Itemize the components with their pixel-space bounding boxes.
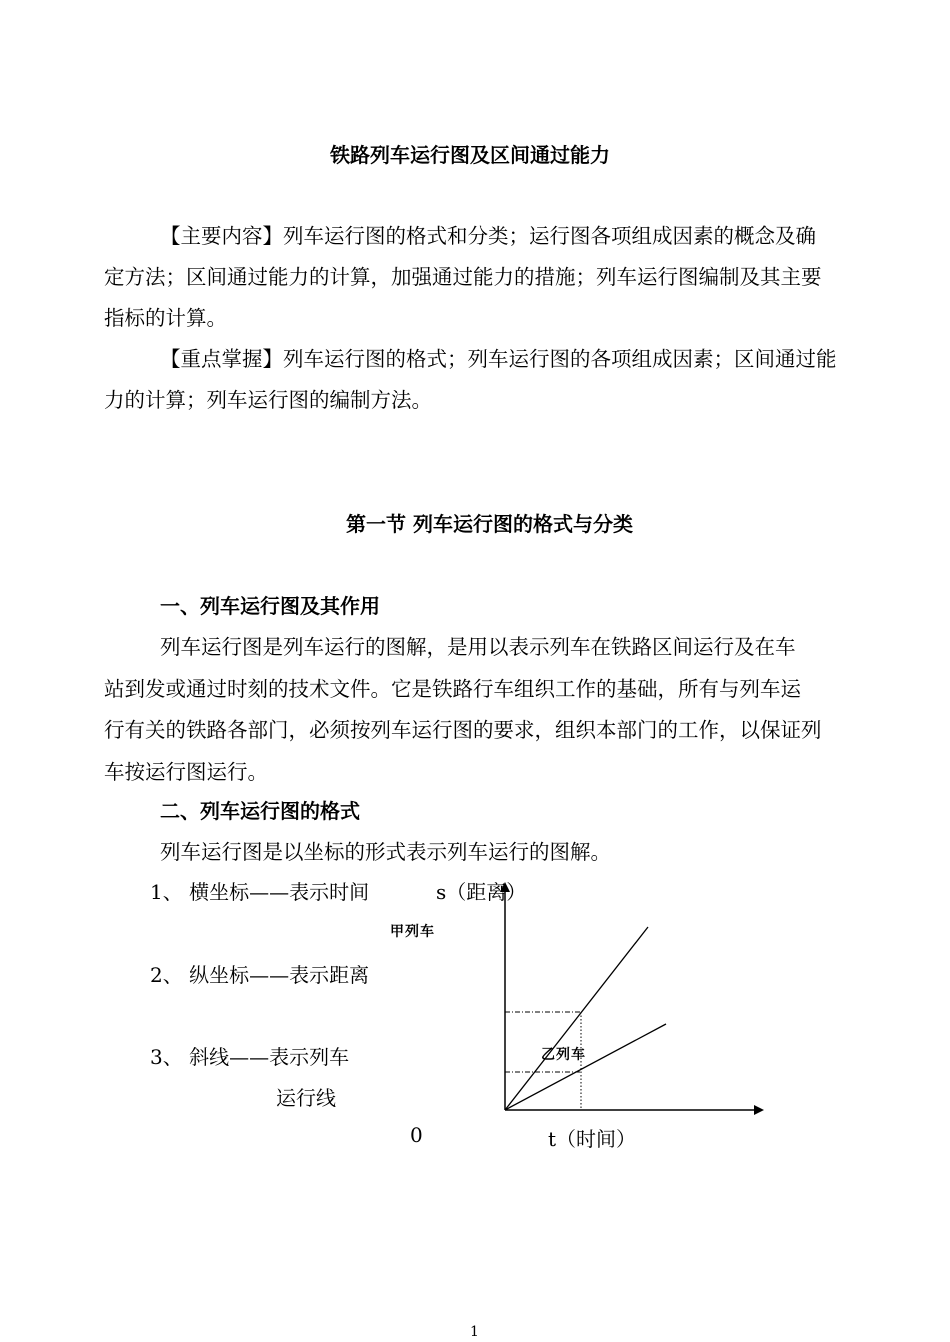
sub1-line-4: 车按运行图运行。 — [104, 760, 268, 784]
list-item-3: 3、 斜线——表示列车 — [150, 1045, 350, 1069]
intro-main-line-1: 【主要内容】列车运行图的格式和分类；运行图各项组成因素的概念及确 — [160, 224, 816, 248]
sub1-line-1: 列车运行图是列车运行的图解，是用以表示列车在铁路区间运行及在车 — [160, 635, 796, 659]
intro-main-line-3: 指标的计算。 — [104, 306, 227, 330]
y-axis-label: s（距离） — [436, 880, 527, 904]
train-b-line — [505, 1024, 666, 1110]
subsection-2-heading: 二、列车运行图的格式 — [160, 799, 360, 823]
page-number: 1 — [470, 1324, 479, 1340]
sub1-line-2: 站到发或通过时刻的技术文件。它是铁路行车组织工作的基础，所有与列车运 — [104, 677, 801, 701]
intro-key-line-2: 力的计算；列车运行图的编制方法。 — [104, 388, 432, 412]
train-b-label: 乙列车 — [541, 1047, 586, 1063]
document-title: 铁路列车运行图及区间通过能力 — [330, 143, 610, 167]
list-item-2: 2、 纵坐标——表示距离 — [150, 963, 370, 987]
sub2-line-1: 列车运行图是以坐标的形式表示列车运行的图解。 — [160, 840, 611, 864]
list-item-3-continued: 运行线 — [276, 1086, 336, 1110]
subsection-1-heading: 一、列车运行图及其作用 — [160, 594, 380, 618]
x-axis-label: t（时间） — [548, 1127, 637, 1151]
section-title: 第一节 列车运行图的格式与分类 — [346, 512, 633, 536]
train-a-line — [505, 927, 648, 1110]
origin-label: 0 — [410, 1123, 423, 1147]
list-item-1: 1、 横坐标——表示时间 — [150, 880, 370, 904]
intro-main-line-2: 定方法；区间通过能力的计算，加强通过能力的措施；列车运行图编制及其主要 — [104, 265, 822, 289]
train-a-label: 甲列车 — [390, 924, 435, 940]
intro-key-line-1: 【重点掌握】列车运行图的格式；列车运行图的各项组成因素；区间通过能 — [160, 347, 837, 371]
sub1-line-3: 行有关的铁路各部门，必须按列车运行图的要求，组织本部门的工作，以保证列 — [104, 718, 822, 742]
